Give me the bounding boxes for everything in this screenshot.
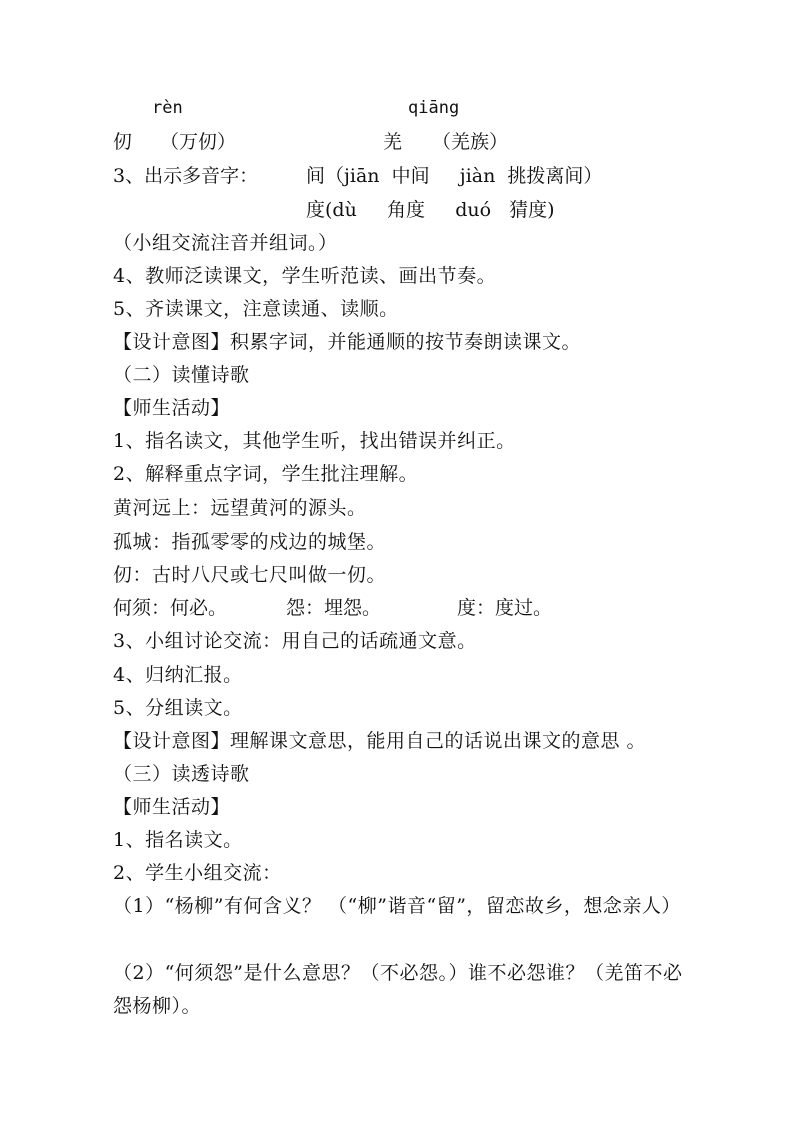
section-2-step-5: 5、分组读文。 (113, 697, 243, 719)
section-2-step-3: 3、小组讨论交流：用自己的话疏通文意。 (113, 630, 477, 652)
section-2-heading: （二）读懂诗歌 (113, 364, 250, 386)
group-exchange-note: （小组交流注音并组词。） (113, 232, 338, 254)
question-1: （1）“杨柳”有何含义？ （“柳”谐音“留”，留恋故乡，想念亲人） (113, 895, 681, 917)
section-3-step-2: 2、学生小组交流： (113, 862, 282, 884)
section-2-step-4: 4、归纳汇报。 (113, 664, 243, 686)
definition-2: 孤城：指孤零零的戍边的城堡。 (113, 531, 387, 553)
section-2-step-2: 2、解释重点字词，学生批注理解。 (113, 463, 419, 485)
pinyin-qiang: qiāng (408, 98, 460, 118)
word-ren: （万仞） (160, 131, 237, 153)
polyphone-du: 度(dù 角度 duó 猜度) (306, 199, 555, 221)
step-5: 5、齐读课文，注意读通、读顺。 (113, 298, 399, 320)
design-intent-1: 【设计意图】积累字词，并能通顺的按节奏朗读课文。 (113, 331, 582, 353)
definition-4a: 何须：何必。 (113, 597, 228, 619)
definition-3: 仞：古时八尺或七尺叫做一仞。 (113, 564, 387, 586)
char-ren: 仞 (113, 131, 133, 153)
section-2-step-1: 1、指名读文，其他学生听，找出错误并纠正。 (113, 430, 516, 452)
word-qiang: （羌族） (432, 131, 509, 153)
pinyin-ren: rèn (152, 98, 183, 118)
question-2: （2）“何须怨”是什么意思？（不必怨。）谁不必怨谁？（羌笛不必怨杨柳）。 (113, 962, 683, 1017)
definition-4c: 度：度过。 (457, 597, 553, 619)
char-qiang: 羌 (383, 131, 403, 153)
section-3-heading: （三）读透诗歌 (113, 763, 250, 785)
activity-heading-1: 【师生活动】 (113, 397, 231, 419)
polyphone-jian: 间（jiān 中间 jiàn 挑拨离间） (306, 165, 603, 187)
polyphone-label: 3、出示多音字： (113, 165, 259, 187)
activity-heading-2: 【师生活动】 (113, 796, 231, 818)
design-intent-2: 【设计意图】理解课文意思，能用自己的话说出课文的意思 。 (113, 730, 647, 752)
section-3-step-1: 1、指名读文。 (113, 829, 243, 851)
step-4: 4、教师泛读课文，学生听范读、画出节奏。 (113, 265, 497, 287)
definition-1: 黄河远上：远望黄河的源头。 (113, 497, 367, 519)
definition-4b: 怨：埋怨。 (286, 597, 382, 619)
